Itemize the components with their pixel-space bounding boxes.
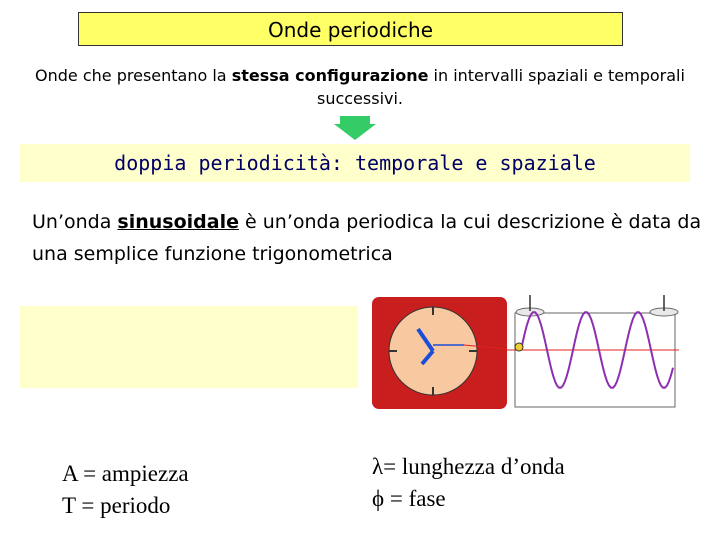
intro-pre: Onde che presentano la: [35, 66, 232, 85]
def-wavelength: λ= lunghezza d’onda: [372, 454, 565, 479]
desc-post: è un’onda periodica la cui descrizione è data da una semplice funzione trigonometrica: [32, 211, 702, 265]
formula-placeholder: [20, 306, 358, 388]
clock-icon: [372, 297, 507, 409]
highlight-band: [20, 144, 690, 182]
def-phase: ϕ = fase: [372, 486, 446, 511]
desc-pre: Un’onda: [32, 211, 118, 233]
def-amplitude: A = ampiezza: [62, 461, 189, 486]
slide-title: Onde periodiche: [78, 12, 623, 46]
clock-frame: [372, 297, 507, 409]
intro-post: in intervalli spaziali e temporali successivi.: [316, 66, 685, 108]
description-text: [32, 206, 702, 270]
definitions-right: [372, 451, 565, 515]
definitions-left: [62, 458, 189, 522]
band-text: doppia periodicità: temporale e spaziale: [114, 151, 596, 175]
intro-text: [20, 64, 700, 110]
intro-bold: stessa configurazione: [231, 66, 429, 85]
desc-underlined: sinusoidale: [117, 211, 239, 233]
down-arrow-icon: [334, 116, 376, 140]
def-period: T = periodo: [62, 493, 171, 518]
sine-wave-diagram: [507, 295, 679, 409]
